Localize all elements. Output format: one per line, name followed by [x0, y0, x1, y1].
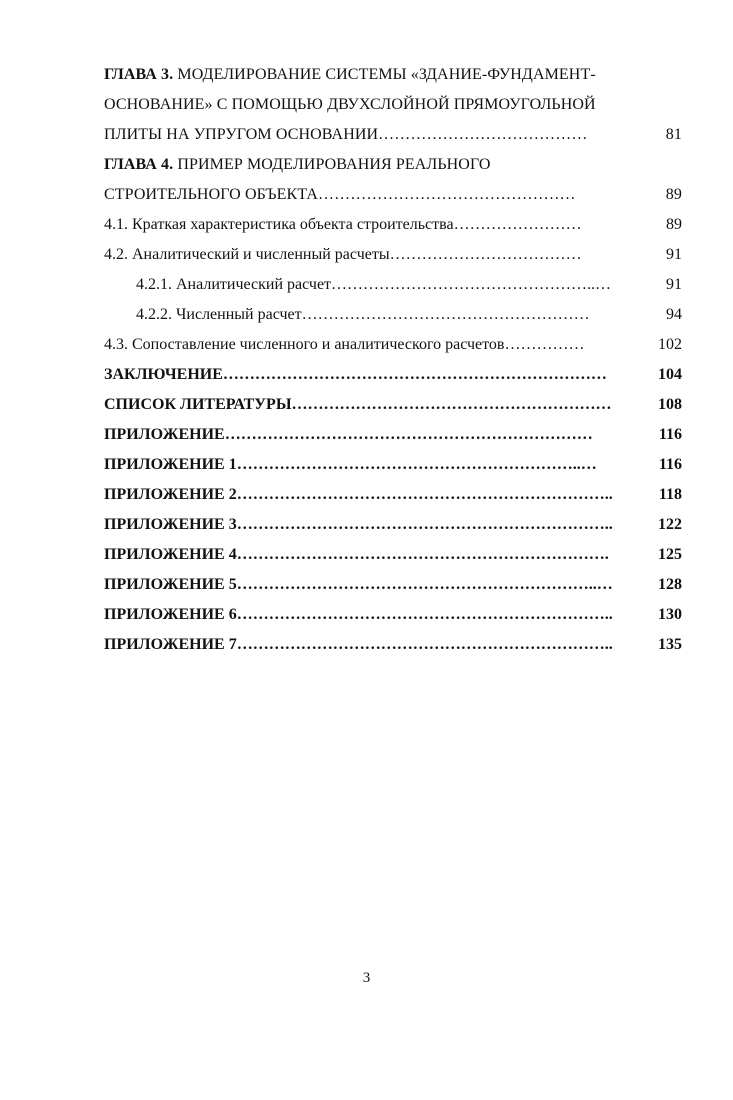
toc-entry-text: 4.2. Аналитический и численный расчеты……………………………… — [104, 246, 582, 263]
toc-entry-text: ЗАКЛЮЧЕНИЕ……………………………………………………………… — [104, 366, 607, 383]
toc-entry-references — [104, 390, 682, 420]
toc-entry-appendix — [104, 420, 682, 450]
toc-entry-4-3 — [104, 330, 682, 360]
toc-entry-4-2 — [104, 240, 682, 270]
toc-entry-page: 122 — [658, 516, 682, 533]
toc-entry-text: ПРИЛОЖЕНИЕ 5…………………………………………………………..… — [104, 576, 613, 593]
toc-entry-text: ПРИЛОЖЕНИЕ 1………………………………………………………..… — [104, 456, 597, 473]
toc-entry-text: ПРИЛОЖЕНИЕ 7…………………………………………………………….. — [104, 636, 613, 653]
chapter-3-title-part-2: ОСНОВАНИЕ» С ПОМОЩЬЮ ДВУХСЛОЙНОЙ ПРЯМОУГОЛЬНОЙ — [104, 96, 596, 113]
toc-entry-appendix-5 — [104, 570, 682, 600]
toc-entry-appendix-4 — [104, 540, 682, 570]
toc-chapter-3 — [104, 60, 682, 150]
toc-entry-page: 118 — [658, 486, 682, 503]
toc-entry-appendix-3 — [104, 510, 682, 540]
toc-entry-4-1 — [104, 210, 682, 240]
toc-entry-text: 4.3. Сопоставление численного и аналитического расчетов…………… — [104, 336, 585, 353]
chapter-3-page-number: 81 — [665, 126, 682, 143]
chapter-3-line-2 — [104, 90, 682, 120]
chapter-4-line-1 — [104, 150, 682, 180]
toc-entry-page: 128 — [658, 576, 682, 593]
toc-entry-text: 4.2.2. Численный расчет……………………………………………… — [136, 306, 590, 323]
page-number: 3 — [362, 970, 371, 986]
toc-entry-appendix-2 — [104, 480, 682, 510]
toc-chapter-4 — [104, 150, 682, 210]
toc-entry-text: ПРИЛОЖЕНИЕ 2…………………………………………………………….. — [104, 486, 613, 503]
toc-entry-conclusion — [104, 360, 682, 390]
toc-entry-text: СПИСОК ЛИТЕРАТУРЫ…………………………………………………… — [104, 396, 612, 413]
chapter-4-label: ГЛАВА 4. — [104, 156, 174, 173]
toc-entry-4-2-2 — [104, 300, 682, 330]
toc-entry-page: 91 — [666, 276, 682, 293]
chapter-4-title-part-1: ПРИМЕР МОДЕЛИРОВАНИЯ РЕАЛЬНОГО — [173, 156, 491, 173]
page-number-footer — [0, 968, 733, 988]
toc-entry-text: ПРИЛОЖЕНИЕ 4……………………………………………………………. — [104, 546, 609, 563]
chapter-4-page-number: 89 — [665, 186, 682, 203]
chapter-4-line-2 — [104, 180, 682, 210]
toc-entry-appendix-1 — [104, 450, 682, 480]
toc-entry-4-2-1 — [104, 270, 682, 300]
chapter-4-title-part-2: СТРОИТЕЛЬНОГО ОБЪЕКТА………………………………………… — [104, 186, 576, 203]
chapter-3-line-3 — [104, 120, 682, 150]
chapter-3-label: ГЛАВА 3. — [104, 66, 174, 83]
chapter-3-title-part-1: МОДЕЛИРОВАНИЕ СИСТЕМЫ «ЗДАНИЕ-ФУНДАМЕНТ- — [173, 66, 596, 83]
toc-entry-page: 116 — [658, 456, 682, 473]
toc-entry-appendix-6 — [104, 600, 682, 630]
toc-entry-page: 108 — [658, 396, 682, 413]
toc-entry-text: ПРИЛОЖЕНИЕ 3…………………………………………………………….. — [104, 516, 613, 533]
toc-entry-page: 89 — [666, 216, 682, 233]
toc-entry-page: 125 — [658, 546, 682, 563]
table-of-contents — [104, 60, 682, 660]
toc-entry-page: 94 — [666, 306, 682, 323]
chapter-3-line-1 — [104, 60, 682, 90]
toc-entry-text: 4.1. Краткая характеристика объекта строительства…………………… — [104, 216, 582, 233]
toc-entry-text: ПРИЛОЖЕНИЕ…………………………………………………………… — [104, 426, 593, 443]
toc-entry-text: ПРИЛОЖЕНИЕ 6…………………………………………………………….. — [104, 606, 613, 623]
toc-entry-page: 116 — [658, 426, 682, 443]
toc-entry-page: 135 — [658, 636, 682, 653]
toc-entry-appendix-7 — [104, 630, 682, 660]
toc-entry-text: 4.2.1. Аналитический расчет…………………………………………..… — [136, 276, 612, 293]
toc-entry-page: 102 — [658, 336, 682, 353]
toc-entry-page: 91 — [666, 246, 682, 263]
toc-entry-page: 130 — [658, 606, 682, 623]
chapter-3-title-part-3: ПЛИТЫ НА УПРУГОМ ОСНОВАНИИ………………………………… — [104, 126, 588, 143]
toc-entry-page: 104 — [658, 366, 682, 383]
